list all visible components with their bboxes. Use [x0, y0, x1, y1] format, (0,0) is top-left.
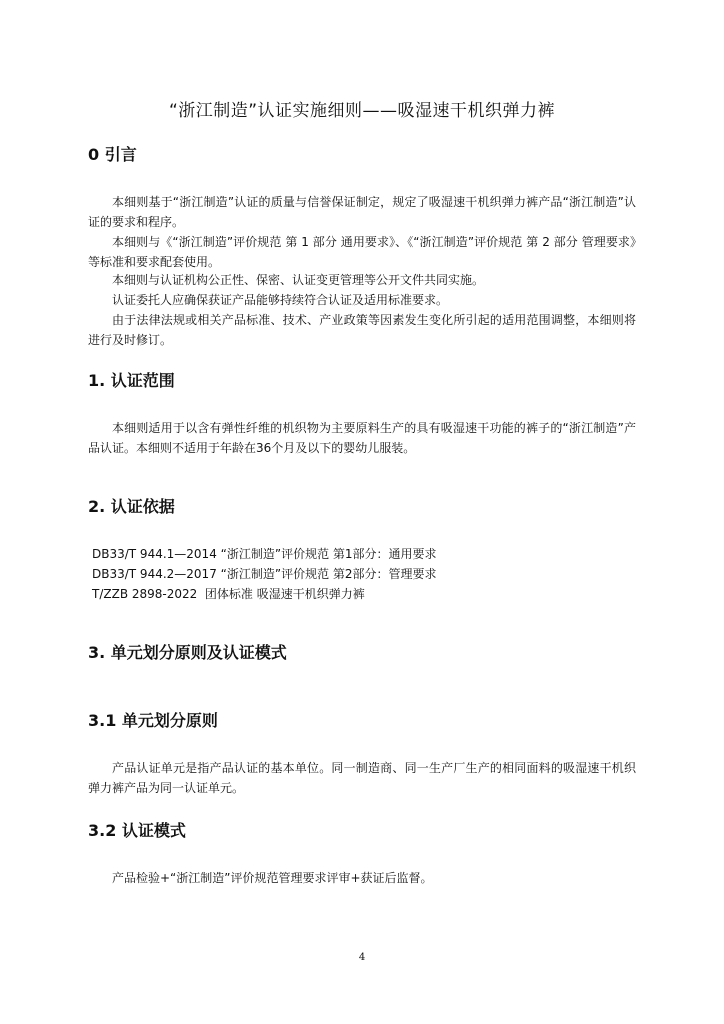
section-heading-basis: 2. 认证依据 [88, 497, 175, 516]
section-heading-units: 3. 单元划分原则及认证模式 [88, 643, 287, 662]
page-number: 4 [358, 952, 366, 963]
section-heading-intro: 0 引言 [88, 145, 137, 164]
subsection-heading-certification-mode: 3.2 认证模式 [88, 821, 186, 840]
intro-paragraph-1: 本细则基于“浙江制造”认证的质量与信誉保证制定，规定了吸湿速干机织弹力裤产品“浙江制造”认证的要求和程序。 [88, 195, 636, 229]
subsection-heading-unit-division: 3.1 单元划分原则 [88, 711, 218, 730]
scope-paragraph: 本细则适用于以含有弹性纤维的机织物为主要原料生产的具有吸湿速干功能的裤子的“浙江制造”产品认证。本细则不适用于年龄在36个月及以下的婴幼儿服装。 [88, 421, 636, 455]
intro-paragraph-3: 本细则与认证机构公正性、保密、认证变更管理等公开文件共同实施。 [112, 273, 485, 287]
section-heading-scope: 1. 认证范围 [88, 371, 175, 390]
intro-paragraph-5: 由于法律法规或相关产品标准、技术、产业政策等因素发生变化所引起的适用范围调整，本细则将进行及时修订。 [88, 313, 636, 347]
basis-standard-1: DB33/T 944.1—2014 “浙江制造”评价规范 第1部分：通用要求 [92, 547, 437, 561]
intro-paragraph-2: 本细则与《“浙江制造”评价规范 第 1 部分 通用要求》、《“浙江制造”评价规范 第 2 部分 管理要求》等标准和要求配套使用。 [88, 235, 636, 269]
basis-standard-2: DB33/T 944.2—2017 “浙江制造”评价规范 第2部分：管理要求 [92, 567, 437, 581]
intro-paragraph-4: 认证委托人应确保获证产品能够持续符合认证及适用标准要求。 [112, 293, 449, 307]
document-title: “浙江制造”认证实施细则——吸湿速干机织弹力裤 [168, 101, 556, 121]
certification-mode-paragraph: 产品检验+“浙江制造”评价规范管理要求评审+获证后监督。 [112, 871, 433, 885]
basis-standard-3: T/ZZB 2898-2022 团体标准 吸湿速干机织弹力裤 [92, 587, 365, 601]
unit-division-paragraph: 产品认证单元是指产品认证的基本单位。同一制造商、同一生产厂生产的相同面料的吸湿速干机织弹力裤产品为同一认证单元。 [88, 761, 636, 795]
